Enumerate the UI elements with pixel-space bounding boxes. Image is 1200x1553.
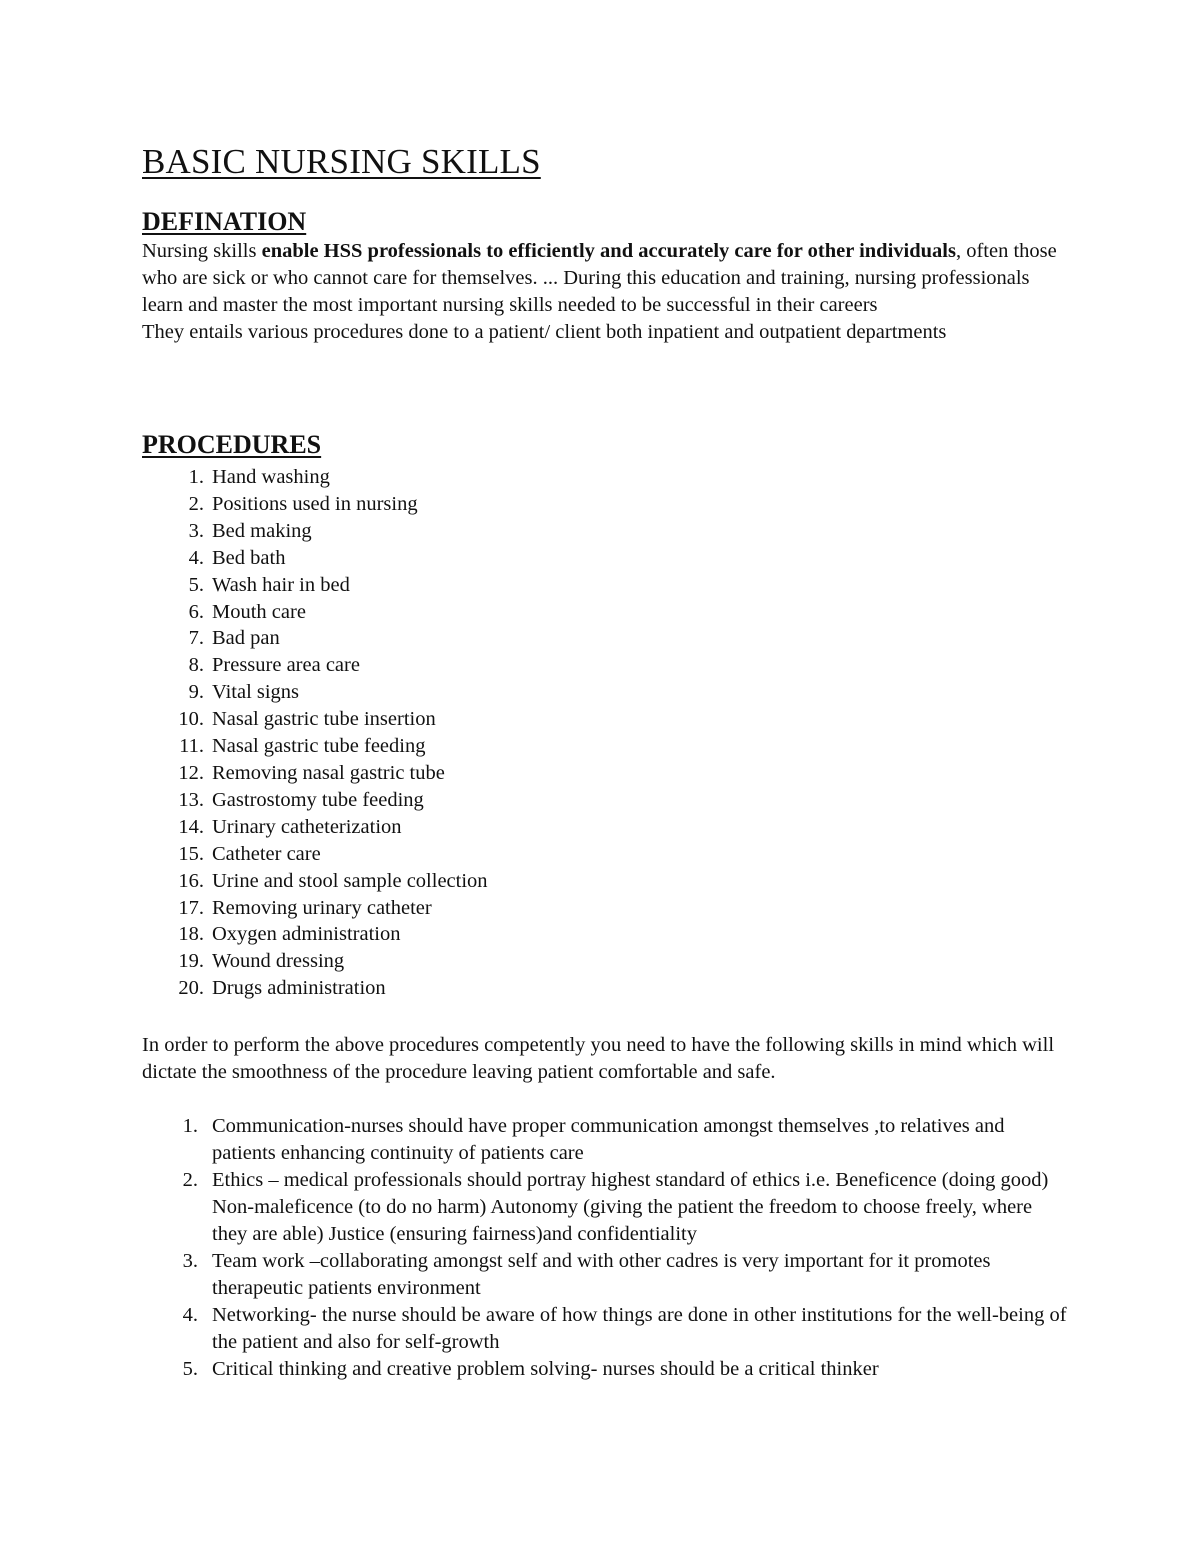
procedure-item-number: 11. bbox=[179, 735, 204, 758]
procedures-heading: PROCEDURES bbox=[142, 430, 322, 459]
skill-item bbox=[142, 1356, 1072, 1383]
definition-paragraph-1 bbox=[142, 238, 1062, 319]
procedure-item-text: Nasal gastric tube feeding bbox=[212, 735, 426, 758]
procedure-item bbox=[142, 760, 488, 787]
definition-text-rest: , often those who are sick or who cannot care for themselves. ... During this education and training, nursing professionals learn and master the most important nursing skills needed to be successful in their careers bbox=[142, 240, 1057, 316]
procedure-item-text: Gastrostomy tube feeding bbox=[212, 788, 424, 811]
skill-item-number: 2. bbox=[182, 1169, 198, 1191]
procedure-item-number: 5. bbox=[188, 573, 204, 596]
procedure-item-text: Mouth care bbox=[212, 600, 306, 623]
procedure-item-text: Urinary catheterization bbox=[212, 815, 402, 838]
procedure-item-text: Nasal gastric tube insertion bbox=[212, 708, 436, 731]
procedure-item bbox=[142, 814, 488, 841]
procedure-item bbox=[142, 679, 488, 706]
procedure-item-number: 3. bbox=[188, 519, 204, 542]
procedure-item bbox=[142, 464, 488, 491]
definition-paragraph-2: They entails various procedures done to a patient/ client both inpatient and outpatient departments bbox=[142, 321, 947, 343]
procedure-item bbox=[142, 518, 488, 545]
procedure-item-number: 2. bbox=[188, 492, 204, 515]
procedure-item-number: 4. bbox=[188, 546, 204, 569]
definition-text-bold: enable HSS professionals to efficiently and accurately care for other individuals bbox=[261, 240, 956, 262]
skill-item bbox=[142, 1113, 1072, 1167]
procedure-item-text: Bed bath bbox=[212, 546, 286, 569]
procedure-item-number: 12. bbox=[178, 761, 204, 784]
procedure-item-number: 1. bbox=[188, 466, 204, 488]
definition-heading: DEFINATION bbox=[142, 207, 307, 236]
procedure-item-number: 8. bbox=[188, 654, 204, 677]
procedure-item bbox=[142, 599, 488, 626]
procedure-item bbox=[142, 841, 488, 868]
procedure-item-text: Urine and stool sample collection bbox=[212, 869, 488, 892]
procedure-item-text: Wash hair in bed bbox=[212, 573, 350, 596]
procedure-item-text: Catheter care bbox=[212, 842, 321, 865]
procedure-item bbox=[142, 545, 488, 572]
procedure-item-text: Removing urinary catheter bbox=[212, 896, 432, 919]
procedure-item-text: Hand washing bbox=[212, 466, 330, 488]
skills-list bbox=[142, 1113, 1072, 1383]
skills-intro: In order to perform the above procedures competently you need to have the following skills in mind which will dictate the smoothness of the procedure leaving patient comfortable and safe. bbox=[142, 1034, 1055, 1083]
procedure-item-number: 15. bbox=[178, 842, 204, 865]
procedure-item-text: Drugs administration bbox=[212, 977, 386, 1000]
procedure-item bbox=[142, 868, 488, 895]
procedures-list bbox=[142, 464, 488, 1002]
procedure-item-number: 18. bbox=[178, 923, 204, 946]
procedure-item-number: 6. bbox=[188, 600, 204, 623]
procedure-item bbox=[142, 625, 488, 652]
document-title: BASIC NURSING SKILLS bbox=[142, 142, 541, 181]
procedure-item-number: 9. bbox=[188, 681, 204, 704]
skill-item-text: Networking- the nurse should be aware of how things are done in other institutions for the well-being of the patient and also for self-growth bbox=[212, 1304, 1067, 1353]
procedure-item-text: Removing nasal gastric tube bbox=[212, 761, 445, 784]
definition-text-lead: Nursing skills bbox=[142, 240, 262, 262]
skill-item-number: 4. bbox=[182, 1304, 198, 1326]
procedure-item bbox=[142, 948, 488, 975]
procedure-item-number: 16. bbox=[178, 869, 204, 892]
procedure-item-number: 10. bbox=[178, 708, 204, 731]
skill-item-number: 1. bbox=[182, 1115, 198, 1137]
skill-item-text: Communication-nurses should have proper communication amongst themselves ,to relatives and patients enhancing continuity of patients care bbox=[212, 1115, 1005, 1164]
skill-item-number: 3. bbox=[182, 1250, 198, 1272]
procedure-item bbox=[142, 706, 488, 733]
procedure-item-number: 13. bbox=[178, 788, 204, 811]
procedure-item-number: 20. bbox=[178, 977, 204, 1000]
procedure-item-text: Oxygen administration bbox=[212, 923, 401, 946]
procedure-item bbox=[142, 491, 488, 518]
skill-item-text: Ethics – medical professionals should portray highest standard of ethics i.e. Beneficence (doing good) Non-maleficence (to do no harm) Autonomy (giving the patient the freedom to choose freely, where they are able) Justice (ensuring fairness)and confidentiality bbox=[212, 1169, 1049, 1245]
procedure-item bbox=[142, 652, 488, 679]
procedure-item-number: 17. bbox=[178, 896, 204, 919]
skill-item bbox=[142, 1302, 1072, 1356]
skill-item bbox=[142, 1167, 1072, 1248]
skill-item-text: Team work –collaborating amongst self and with other cadres is very important for it promotes therapeutic patients environment bbox=[212, 1250, 991, 1299]
skill-item-text: Critical thinking and creative problem solving- nurses should be a critical thinker bbox=[212, 1358, 879, 1380]
procedure-item-text: Bad pan bbox=[212, 627, 280, 650]
procedure-item bbox=[142, 572, 488, 599]
procedure-item bbox=[142, 921, 488, 948]
procedure-item-text: Positions used in nursing bbox=[212, 492, 418, 515]
procedure-item bbox=[142, 787, 488, 814]
definition-text bbox=[142, 238, 1062, 346]
procedure-item bbox=[142, 733, 488, 760]
procedure-item-text: Wound dressing bbox=[212, 950, 345, 973]
procedure-item bbox=[142, 895, 488, 922]
procedure-item-number: 7. bbox=[188, 627, 204, 650]
procedure-item-text: Vital signs bbox=[212, 681, 300, 704]
skill-item bbox=[142, 1248, 1072, 1302]
procedure-item-number: 19. bbox=[178, 950, 204, 973]
procedure-item bbox=[142, 975, 488, 1002]
skill-item-number: 5. bbox=[182, 1358, 198, 1380]
procedure-item-number: 14. bbox=[178, 815, 204, 838]
procedure-item-text: Pressure area care bbox=[212, 654, 360, 677]
procedure-item-text: Bed making bbox=[212, 519, 312, 542]
